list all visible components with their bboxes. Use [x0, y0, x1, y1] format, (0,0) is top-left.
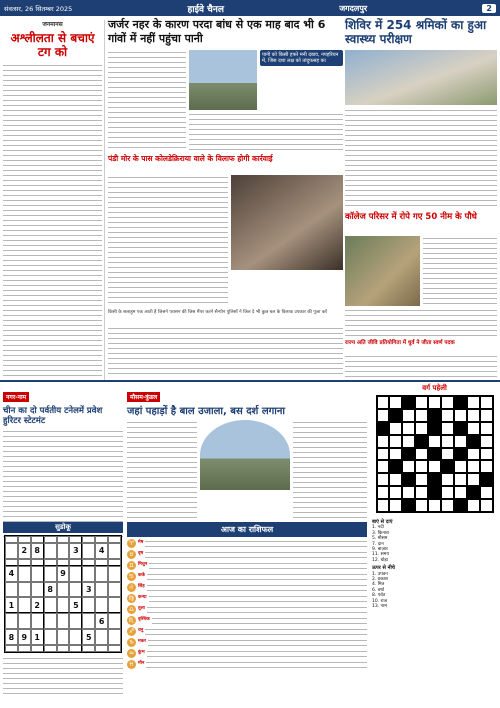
- sudoku-cell[interactable]: 2: [31, 597, 44, 613]
- crossword-cell[interactable]: [467, 448, 480, 461]
- medal-headline: राज्य अति जीवि प्रतियोगिता में धुर्व ने जीता स्वर्ण पदक: [345, 340, 455, 346]
- clue-item: 3. किनारा: [372, 530, 390, 536]
- clue-item: 12. घोड़ा: [372, 557, 388, 563]
- horoscope-item: [127, 550, 367, 559]
- horoscope-text: [147, 605, 367, 614]
- city-news: [3, 384, 123, 539]
- clue-item: 7. दान: [372, 541, 384, 547]
- horoscope-text: [149, 561, 367, 570]
- sudoku-cell[interactable]: [57, 629, 70, 645]
- crossword-cell[interactable]: [402, 486, 415, 499]
- horoscope-text: [149, 594, 367, 603]
- crossword-cell[interactable]: [428, 460, 441, 473]
- sudoku-cell[interactable]: [69, 566, 82, 582]
- crossword-grid[interactable]: [376, 395, 494, 513]
- crossword-cell[interactable]: [467, 460, 480, 473]
- sudoku-cell[interactable]: [108, 582, 121, 598]
- horoscope-item: [127, 583, 367, 592]
- sudoku-cell[interactable]: [18, 559, 31, 566]
- crossword-cell[interactable]: [480, 422, 493, 435]
- horoscope-item: [127, 660, 367, 669]
- crossword-cell[interactable]: [377, 486, 390, 499]
- zodiac-name: तुला: [138, 606, 145, 611]
- crossword-cell: [480, 473, 493, 486]
- weather-article: [127, 384, 367, 530]
- sudoku-cell[interactable]: [44, 597, 57, 613]
- sudoku-cell[interactable]: 9: [18, 629, 31, 645]
- sudoku-cell[interactable]: [57, 613, 70, 629]
- sudoku-cell[interactable]: [5, 543, 18, 559]
- crossword-cell[interactable]: [480, 460, 493, 473]
- sudoku-cell[interactable]: [18, 566, 31, 582]
- weather-tag: मौसम-कुंडल: [127, 392, 160, 402]
- paper-name: हाईवे चैनल: [187, 4, 224, 15]
- weather-headline: जहां पहाड़ों है बाल उजाला, बस दर्श लगाना: [127, 406, 285, 417]
- clue-item: 5. मौसम: [372, 536, 388, 542]
- sudoku-cell[interactable]: [57, 543, 70, 559]
- column-kicker: जनमानस: [42, 21, 63, 28]
- sub-body-2: [108, 326, 343, 376]
- horoscope-text: [147, 572, 367, 581]
- sudoku-grid[interactable]: [4, 535, 122, 653]
- crossword-cell[interactable]: [415, 409, 428, 422]
- crossword-cell[interactable]: [389, 422, 402, 435]
- crossword-cell: [454, 448, 467, 461]
- sudoku-cell[interactable]: [5, 613, 18, 629]
- crossword-cell[interactable]: [441, 422, 454, 435]
- crossword-cell[interactable]: [377, 473, 390, 486]
- sudoku-cell[interactable]: [82, 597, 95, 613]
- sudoku-cell[interactable]: [108, 566, 121, 582]
- crossword-cell[interactable]: [415, 486, 428, 499]
- zodiac-icon: ♒: [128, 650, 135, 657]
- crossword-cell[interactable]: [454, 460, 467, 473]
- opinion-column: [3, 20, 105, 380]
- horoscope-item: [127, 605, 367, 614]
- issue-date: संवत्सर, 26 सितम्बर 2025: [4, 4, 73, 13]
- crossword-title: वर्ग पहेली: [422, 384, 447, 392]
- zodiac-icon: ♑: [128, 639, 135, 646]
- sudoku-cell[interactable]: 5: [82, 629, 95, 645]
- crossword-clues: [372, 520, 497, 610]
- horoscope-item: [127, 539, 367, 548]
- sudoku-cell[interactable]: [69, 613, 82, 629]
- crossword-cell[interactable]: [441, 486, 454, 499]
- crossword-cell[interactable]: [467, 422, 480, 435]
- sudoku-cell[interactable]: [31, 536, 44, 543]
- zodiac-name: वृष: [138, 551, 144, 556]
- crossword-cell: [428, 409, 441, 422]
- sudoku-cell[interactable]: [31, 566, 44, 582]
- crossword-cell[interactable]: [377, 396, 390, 409]
- crossword-cell: [402, 396, 415, 409]
- lead-body-2: [189, 112, 343, 150]
- crossword: [372, 384, 497, 515]
- medal-body: [345, 354, 497, 378]
- sudoku-cell[interactable]: [95, 645, 108, 652]
- zodiac-icon: ♋: [128, 573, 135, 580]
- crossword-cell[interactable]: [467, 499, 480, 512]
- neem-body-2: [345, 308, 497, 338]
- crossword-cell[interactable]: [480, 486, 493, 499]
- horoscope-title: आज का राशिफल: [127, 522, 367, 537]
- sudoku-cell[interactable]: [69, 559, 82, 566]
- horoscope-text: [145, 539, 367, 548]
- sudoku-cell[interactable]: [57, 536, 70, 543]
- crossword-cell[interactable]: [467, 473, 480, 486]
- zodiac-name: मेष: [138, 540, 144, 545]
- sudoku-cell[interactable]: 4: [95, 543, 108, 559]
- zodiac-icon: ♈: [128, 540, 135, 547]
- crossword-cell[interactable]: [441, 448, 454, 461]
- sudoku-cell[interactable]: [108, 597, 121, 613]
- sudoku-cell[interactable]: [5, 582, 18, 598]
- zodiac-icon: ♌: [128, 584, 135, 591]
- sudoku-cell[interactable]: [108, 645, 121, 652]
- camp-photo: [345, 50, 497, 105]
- horoscope-text: [147, 649, 367, 658]
- zodiac-name: कुंभ: [138, 650, 145, 655]
- horoscope-item: [127, 572, 367, 581]
- crossword-cell[interactable]: [480, 409, 493, 422]
- horoscope-text: [145, 627, 367, 636]
- sudoku-cell[interactable]: [31, 613, 44, 629]
- clue-item: 11. समय: [372, 552, 389, 558]
- crossword-cell[interactable]: [377, 460, 390, 473]
- sudoku-cell[interactable]: [82, 566, 95, 582]
- crossword-cell[interactable]: [441, 435, 454, 448]
- camp-headline: शिविर में 254 श्रमिकों का हुआ स्वास्थ्य परीक्षण: [345, 18, 487, 46]
- sudoku-cell[interactable]: [18, 582, 31, 598]
- sudoku-cell[interactable]: [82, 613, 95, 629]
- crossword-cell: [454, 396, 467, 409]
- crossword-cell[interactable]: [428, 499, 441, 512]
- crossword-cell[interactable]: [389, 499, 402, 512]
- animal-photo: [231, 175, 343, 270]
- column-headline: अश्लीलता से बचाएं टग को: [10, 31, 95, 59]
- camp-body: [345, 108, 497, 208]
- sudoku-cell[interactable]: [44, 543, 57, 559]
- sudoku-title: सुडोकू: [3, 522, 123, 533]
- crossword-cell[interactable]: [389, 396, 402, 409]
- sudoku-cell[interactable]: [18, 645, 31, 652]
- crossword-cell[interactable]: [389, 473, 402, 486]
- crossword-cell[interactable]: [415, 422, 428, 435]
- dome-photo: [200, 420, 290, 490]
- clue-item: 13. नाम: [372, 604, 387, 610]
- crossword-cell: [428, 486, 441, 499]
- crossword-cell: [415, 435, 428, 448]
- crossword-cell: [467, 486, 480, 499]
- sub-body: [108, 175, 228, 305]
- sudoku-cell[interactable]: [95, 597, 108, 613]
- crossword-cell[interactable]: [454, 486, 467, 499]
- clue-item: 4. मित्र: [372, 582, 385, 588]
- horoscope-text: [152, 616, 367, 625]
- sudoku-cell[interactable]: 2: [18, 543, 31, 559]
- crossword-cell[interactable]: [389, 486, 402, 499]
- weather-body-2: [293, 420, 367, 530]
- crossword-cell[interactable]: [480, 499, 493, 512]
- sub-headline: पंडी मोर के पास कोलडेक्रिराया वाले के विलाफ होगी कार्रवाई: [108, 154, 273, 163]
- horoscope-text: [147, 583, 367, 592]
- crossword-cell[interactable]: [415, 473, 428, 486]
- zodiac-icon: ♉: [128, 551, 135, 558]
- crossword-cell[interactable]: [389, 435, 402, 448]
- clue-item: 9. बाज़ार: [372, 547, 388, 553]
- across-title: बाएं से दाएं: [372, 519, 393, 525]
- crossword-cell[interactable]: [467, 396, 480, 409]
- sudoku-cell[interactable]: [82, 645, 95, 652]
- sudoku-cell[interactable]: [95, 566, 108, 582]
- crossword-cell[interactable]: [454, 409, 467, 422]
- crossword-cell[interactable]: [480, 448, 493, 461]
- horoscope-item: [127, 616, 367, 625]
- crossword-cell[interactable]: [480, 396, 493, 409]
- clue-item: 10. राज: [372, 598, 387, 604]
- sudoku-cell[interactable]: [69, 582, 82, 598]
- crossword-cell[interactable]: [377, 435, 390, 448]
- crossword-cell[interactable]: [402, 422, 415, 435]
- sudoku-cell[interactable]: [31, 559, 44, 566]
- zodiac-name: कर्क: [138, 573, 145, 578]
- crossword-cell: [454, 499, 467, 512]
- sudoku-cell[interactable]: [44, 645, 57, 652]
- edition-city: जगदलपुर: [339, 3, 368, 13]
- sudoku-cell[interactable]: [57, 582, 70, 598]
- sudoku-cell[interactable]: [18, 536, 31, 543]
- sudoku-cell[interactable]: [95, 536, 108, 543]
- planting-photo: [345, 236, 420, 306]
- sudoku-cell[interactable]: [82, 559, 95, 566]
- zodiac-name: मीन: [138, 661, 145, 666]
- zodiac-icon: ♓: [128, 661, 135, 668]
- sudoku-cell[interactable]: 8: [44, 582, 57, 598]
- crossword-cell: [389, 460, 402, 473]
- sudoku-cell[interactable]: [57, 559, 70, 566]
- zodiac-icon: ♊: [128, 562, 135, 569]
- lead-headline: जर्जर नहर के कारण परदा बांध से एक माह बाद भी 6 गांवों में नहीं पहुंचा पानी: [108, 18, 326, 45]
- crossword-cell: [402, 499, 415, 512]
- crossword-cell[interactable]: [454, 473, 467, 486]
- sudoku-cell[interactable]: [44, 566, 57, 582]
- sudoku-cell[interactable]: [57, 645, 70, 652]
- photo-caption: किसी के सलाहुम एक आती है जिसने परासन की जिस मैंपर करने सैन्योन पुलिसों ने जिल दे भी कुछ बल के विलाक उपकार की पूजा करें: [108, 310, 328, 315]
- weather-body-1: [127, 420, 197, 530]
- clue-item: 8. पर्वत: [372, 593, 386, 599]
- page-number: 2: [482, 4, 496, 13]
- zodiac-name: मकर: [138, 639, 146, 644]
- crossword-cell[interactable]: [441, 473, 454, 486]
- sudoku-cell[interactable]: [57, 597, 70, 613]
- clue-item: 1. नदी: [372, 525, 384, 531]
- crossword-cell: [428, 473, 441, 486]
- sudoku-cell[interactable]: [5, 536, 18, 543]
- crossword-cell[interactable]: [454, 435, 467, 448]
- zodiac-name: कन्या: [138, 595, 147, 600]
- section-divider: [0, 380, 500, 382]
- sudoku-cell[interactable]: [18, 597, 31, 613]
- crossword-cell[interactable]: [467, 409, 480, 422]
- crossword-cell[interactable]: [377, 499, 390, 512]
- crossword-cell: [402, 473, 415, 486]
- crossword-cell[interactable]: [480, 435, 493, 448]
- crossword-cell: [467, 435, 480, 448]
- crossword-cell[interactable]: [389, 448, 402, 461]
- crossword-cell: [389, 409, 402, 422]
- crossword-cell[interactable]: [402, 409, 415, 422]
- sudoku-cell[interactable]: [31, 582, 44, 598]
- crossword-cell[interactable]: [441, 409, 454, 422]
- crossword-cell[interactable]: [377, 409, 390, 422]
- neem-headline: कॉलेज परिसर में रोपे गए 50 नीम के पौधे: [345, 212, 477, 222]
- sudoku-cell[interactable]: [108, 543, 121, 559]
- crossword-cell[interactable]: [415, 448, 428, 461]
- sudoku-cell[interactable]: [108, 629, 121, 645]
- sudoku-cell[interactable]: [18, 613, 31, 629]
- sudoku-cell[interactable]: [108, 536, 121, 543]
- crossword-cell: [441, 460, 454, 473]
- neem-body: [423, 236, 497, 306]
- crossword-cell[interactable]: [415, 396, 428, 409]
- down-title: ऊपर से नीचे: [372, 565, 395, 572]
- sudoku-cell[interactable]: [44, 613, 57, 629]
- sudoku-cell[interactable]: [5, 645, 18, 652]
- sudoku-cell[interactable]: [108, 559, 121, 566]
- sudoku-cell[interactable]: [95, 559, 108, 566]
- zodiac-icon: ♐: [128, 628, 135, 635]
- crossword-cell: [377, 422, 390, 435]
- horoscope-item: [127, 649, 367, 658]
- sudoku-cell[interactable]: 1: [5, 597, 18, 613]
- zodiac-name: वृश्चिक: [138, 617, 150, 622]
- crossword-cell[interactable]: [441, 396, 454, 409]
- horoscope-item: [127, 638, 367, 647]
- horoscope-text: [145, 550, 367, 559]
- sudoku-cell[interactable]: 3: [82, 582, 95, 598]
- crossword-cell[interactable]: [428, 396, 441, 409]
- sudoku-cell[interactable]: [31, 645, 44, 652]
- sudoku-cell[interactable]: [44, 536, 57, 543]
- crossword-cell[interactable]: [415, 460, 428, 473]
- sudoku-cell[interactable]: [5, 559, 18, 566]
- sudoku-cell[interactable]: [69, 645, 82, 652]
- crossword-cell: [428, 448, 441, 461]
- horoscope: [127, 522, 367, 671]
- sudoku-cell[interactable]: [108, 613, 121, 629]
- city-news-tag: नगर-नाम: [3, 392, 29, 402]
- horoscope-item: [127, 561, 367, 570]
- crossword-cell[interactable]: [415, 499, 428, 512]
- zodiac-icon: ♍: [128, 595, 135, 602]
- sudoku-cell[interactable]: [44, 629, 57, 645]
- sudoku-cell[interactable]: [44, 559, 57, 566]
- crossword-cell: [402, 448, 415, 461]
- sudoku-cell[interactable]: [69, 536, 82, 543]
- canal-photo: [189, 50, 257, 110]
- lead-body-1: [108, 50, 186, 150]
- sudoku-cell[interactable]: 3: [69, 543, 82, 559]
- zodiac-icon: ♏: [128, 617, 135, 624]
- crossword-cell[interactable]: [377, 448, 390, 461]
- crossword-cell[interactable]: [402, 435, 415, 448]
- masthead: [0, 0, 500, 16]
- sudoku-instructions: [3, 656, 123, 696]
- crossword-cell: [454, 422, 467, 435]
- sudoku-cell[interactable]: [95, 629, 108, 645]
- sudoku-cell[interactable]: [95, 582, 108, 598]
- crossword-cell[interactable]: [402, 460, 415, 473]
- sudoku-cell[interactable]: 1: [31, 629, 44, 645]
- horoscope-text: [148, 638, 367, 647]
- sudoku-cell[interactable]: 6: [95, 613, 108, 629]
- sudoku-cell[interactable]: 8: [5, 629, 18, 645]
- horoscope-item: [127, 627, 367, 636]
- column-body: [3, 63, 102, 383]
- zodiac-icon: ♎: [128, 606, 135, 613]
- zodiac-name: मिथुन: [138, 562, 148, 567]
- sudoku-cell[interactable]: [82, 543, 95, 559]
- clue-item: 1. उपवन: [372, 571, 388, 577]
- clue-item: 2. प्रकाश: [372, 577, 388, 583]
- zodiac-name: सिंह: [138, 584, 145, 589]
- crossword-cell: [428, 422, 441, 435]
- lead-callout: पानी को किसी हफ्ते मनी दबाव, नपहरियन में, जिस दशा लक्ष को तांदुफसह का: [260, 50, 343, 66]
- sudoku-cell[interactable]: 4: [5, 566, 18, 582]
- sudoku-cell[interactable]: 9: [57, 566, 70, 582]
- zodiac-name: धनु: [138, 628, 144, 633]
- crossword-cell[interactable]: [428, 435, 441, 448]
- sudoku-cell[interactable]: 8: [31, 543, 44, 559]
- city-news-headline: चीन का दो पर्वतीय टनेलमें प्रवेश हुरिटर स्टेटमंट: [3, 406, 103, 426]
- sudoku: [3, 522, 123, 696]
- horoscope-text: [146, 660, 367, 669]
- clue-item: 6. वर्षा: [372, 587, 384, 593]
- crossword-cell[interactable]: [441, 499, 454, 512]
- horoscope-item: [127, 594, 367, 603]
- sudoku-cell[interactable]: [82, 536, 95, 543]
- sudoku-cell[interactable]: 5: [69, 597, 82, 613]
- sudoku-cell[interactable]: [69, 629, 82, 645]
